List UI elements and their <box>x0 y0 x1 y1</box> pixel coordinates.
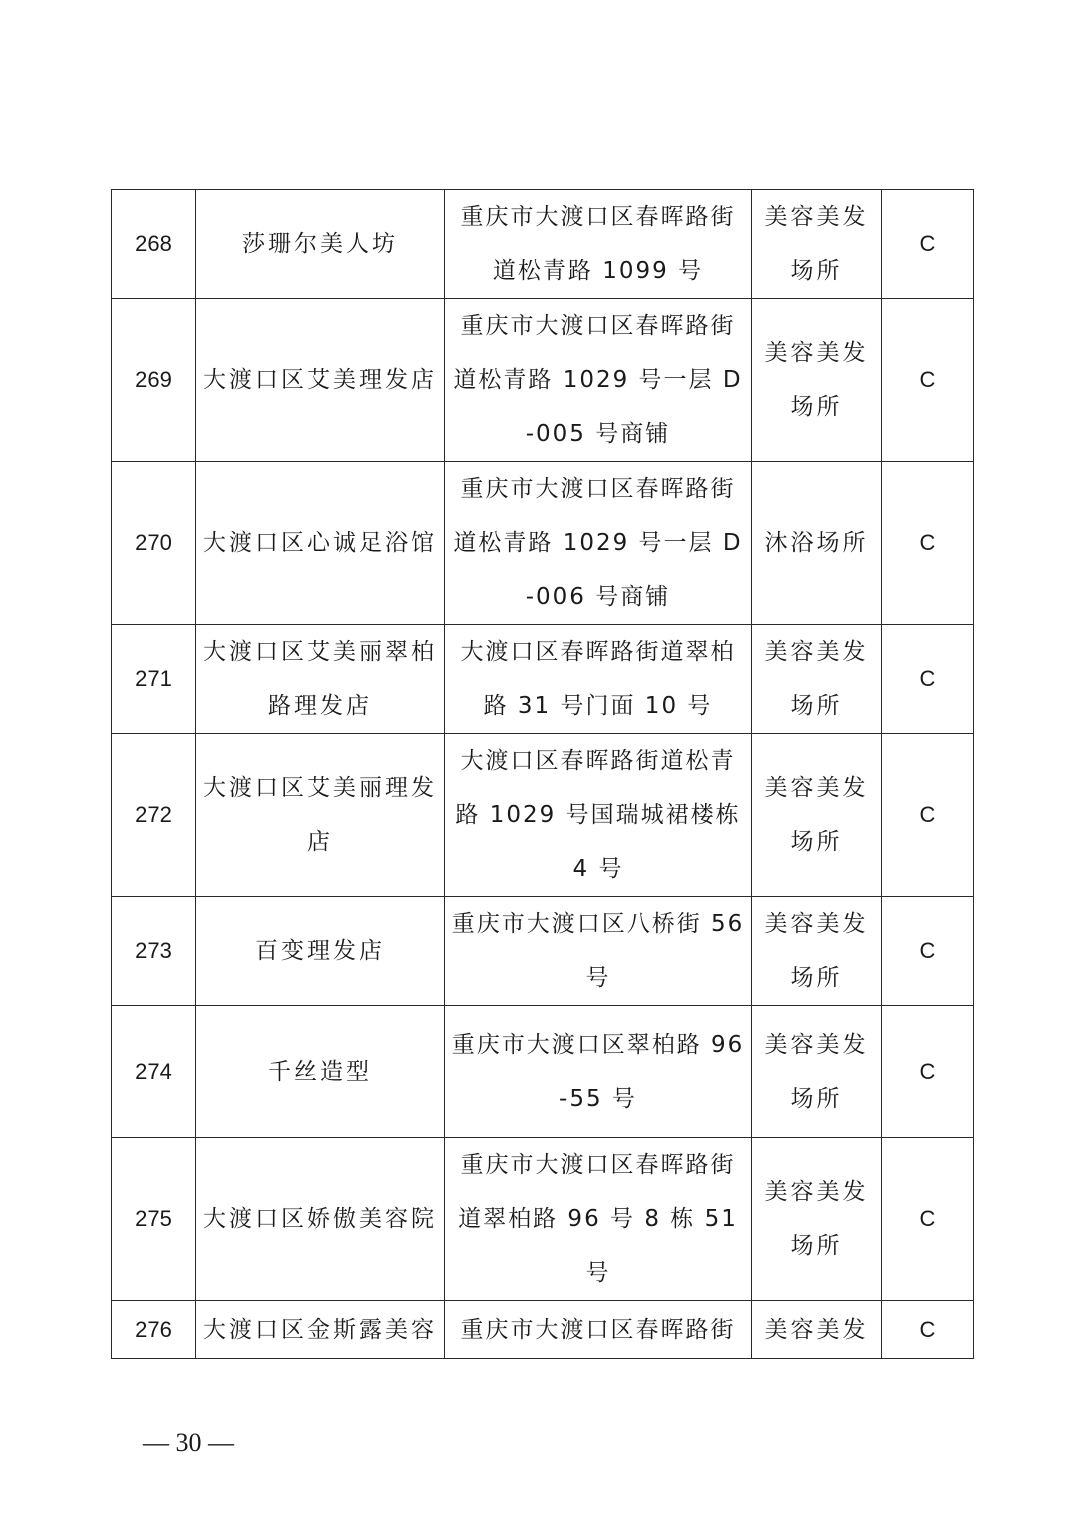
venue-name: 千丝造型 <box>196 1006 445 1138</box>
venue-type: 美容美发场所 <box>752 734 882 897</box>
row-number: 272 <box>112 734 196 897</box>
venue-name: 莎珊尔美人坊 <box>196 190 445 299</box>
venue-name: 大渡口区娇傲美容院 <box>196 1138 445 1301</box>
venue-name: 大渡口区心诚足浴馆 <box>196 462 445 625</box>
venue-address: 重庆市大渡口区翠柏路 96-55 号 <box>445 1006 752 1138</box>
venue-level: C <box>882 1006 974 1138</box>
page-number: — 30 — <box>143 1428 234 1457</box>
venue-level: C <box>882 190 974 299</box>
venue-address: 大渡口区春晖路街道翠柏路 31 号门面 10 号 <box>445 625 752 734</box>
row-number: 275 <box>112 1138 196 1301</box>
row-number: 270 <box>112 462 196 625</box>
venue-level: C <box>882 897 974 1006</box>
venue-address: 重庆市大渡口区春晖路街道翠柏路 96 号 8 栋 51 号 <box>445 1138 752 1301</box>
venue-name: 百变理发店 <box>196 897 445 1006</box>
venue-address: 重庆市大渡口区春晖路街道松青路 1099 号 <box>445 190 752 299</box>
venue-type: 美容美发场所 <box>752 625 882 734</box>
venue-type: 美容美发场所 <box>752 299 882 462</box>
venue-address: 重庆市大渡口区八桥街 56 号 <box>445 897 752 1006</box>
table-row <box>112 1301 974 1359</box>
table-row <box>112 190 974 299</box>
row-number: 269 <box>112 299 196 462</box>
venue-address: 重庆市大渡口区春晖路街道松青路 1029 号一层 D-006 号商铺 <box>445 462 752 625</box>
row-number: 268 <box>112 190 196 299</box>
table-row <box>112 462 974 625</box>
row-number: 273 <box>112 897 196 1006</box>
venue-type: 美容美发场所 <box>752 190 882 299</box>
table-row <box>112 1138 974 1301</box>
table-row <box>112 299 974 462</box>
venue-type: 美容美发场所 <box>752 897 882 1006</box>
records-table <box>111 189 974 1359</box>
venue-level: C <box>882 1138 974 1301</box>
table-row <box>112 1006 974 1138</box>
venue-level: C <box>882 734 974 897</box>
venue-address: 重庆市大渡口区春晖路街 <box>445 1301 752 1359</box>
table-row <box>112 897 974 1006</box>
venue-type: 美容美发 <box>752 1301 882 1359</box>
venue-level: C <box>882 1301 974 1359</box>
row-number: 274 <box>112 1006 196 1138</box>
venue-level: C <box>882 299 974 462</box>
venue-level: C <box>882 625 974 734</box>
venue-name: 大渡口区艾美丽理发店 <box>196 734 445 897</box>
venue-name: 大渡口区艾美丽翠柏路理发店 <box>196 625 445 734</box>
table-row <box>112 625 974 734</box>
venue-level: C <box>882 462 974 625</box>
row-number: 276 <box>112 1301 196 1359</box>
venue-type: 沐浴场所 <box>752 462 882 625</box>
venue-name: 大渡口区艾美理发店 <box>196 299 445 462</box>
row-number: 271 <box>112 625 196 734</box>
venue-type: 美容美发场所 <box>752 1138 882 1301</box>
venue-name: 大渡口区金斯露美容 <box>196 1301 445 1359</box>
venue-address: 大渡口区春晖路街道松青路 1029 号国瑞城裙楼栋 4 号 <box>445 734 752 897</box>
venue-address: 重庆市大渡口区春晖路街道松青路 1029 号一层 D-005 号商铺 <box>445 299 752 462</box>
table-row <box>112 734 974 897</box>
venue-type: 美容美发场所 <box>752 1006 882 1138</box>
